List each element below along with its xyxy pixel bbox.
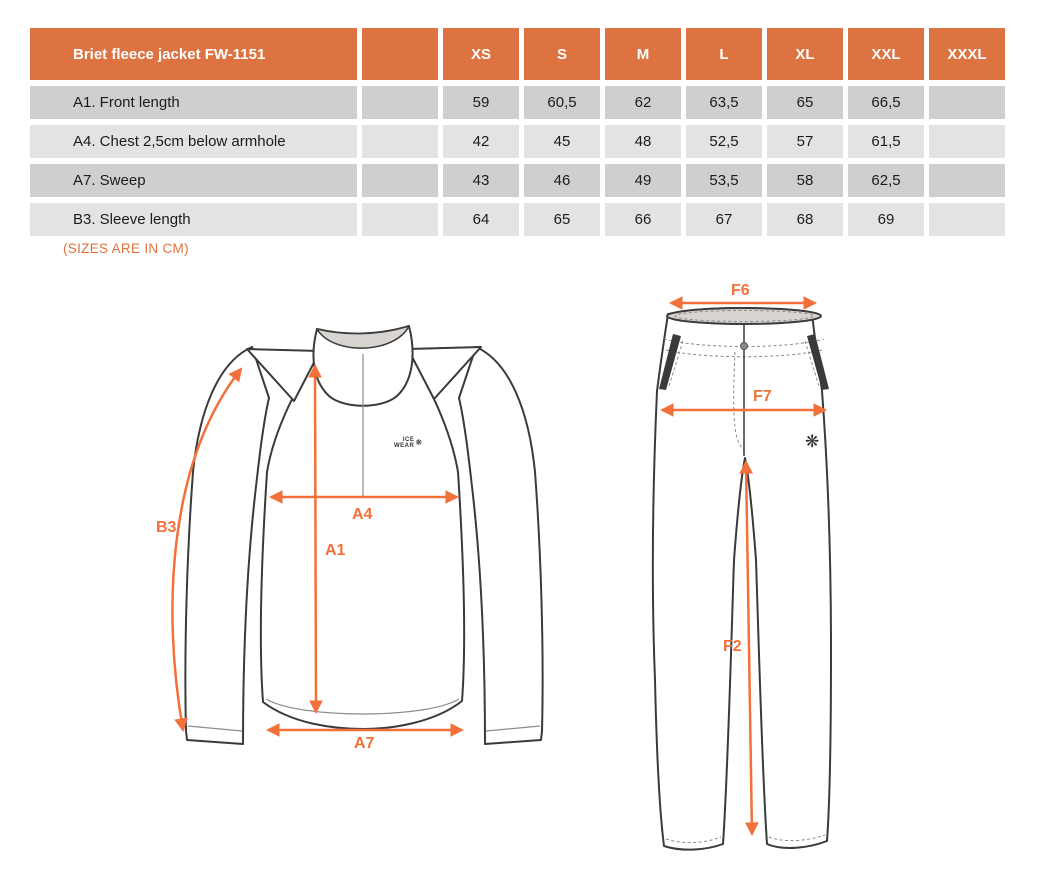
table-title: Briet fleece jacket FW-1151 [30, 28, 357, 80]
b3-label: B3 [156, 519, 177, 536]
cell: 63,5 [686, 86, 762, 119]
jacket-diagram [150, 295, 590, 770]
snowflake-icon: ❋ [805, 432, 820, 451]
cell: 45 [524, 125, 600, 158]
cell: 49 [605, 164, 681, 197]
table-header-row [30, 28, 1005, 80]
cell: 53,5 [686, 164, 762, 197]
cell: 46 [524, 164, 600, 197]
table-row-front-length [30, 86, 1005, 119]
row-label: A7. Sweep [30, 164, 357, 197]
spacer-cell [362, 203, 438, 236]
cell: 62,5 [848, 164, 924, 197]
cell: 69 [848, 203, 924, 236]
cell [929, 203, 1005, 236]
cell: 57 [767, 125, 843, 158]
a7-label: A7 [354, 735, 375, 752]
icewear-logo-line1: ICE [402, 437, 415, 443]
size-header-xxxl: XXXL [929, 28, 1005, 80]
spacer-cell [362, 125, 438, 158]
cell: 52,5 [686, 125, 762, 158]
row-label: A1. Front length [30, 86, 357, 119]
icewear-logo [394, 437, 422, 449]
cell: 64 [443, 203, 519, 236]
cell: 58 [767, 164, 843, 197]
cell: 66,5 [848, 86, 924, 119]
cell [929, 125, 1005, 158]
spacer-cell [362, 86, 438, 119]
size-table [25, 22, 1010, 242]
snowflake-icon: ❋ [415, 438, 423, 447]
f2-label: F2 [723, 638, 742, 655]
cell: 62 [605, 86, 681, 119]
pants-outline [653, 308, 831, 850]
jacket-right-sleeve [459, 347, 543, 744]
size-header-xs: XS [443, 28, 519, 80]
cell: 48 [605, 125, 681, 158]
cell: 66 [605, 203, 681, 236]
cell [929, 164, 1005, 197]
row-label: B3. Sleeve length [30, 203, 357, 236]
table-row-chest [30, 125, 1005, 158]
size-header-m: M [605, 28, 681, 80]
spacer-cell [362, 164, 438, 197]
row-label: A4. Chest 2,5cm below armhole [30, 125, 357, 158]
sizes-in-cm-note: (SIZES ARE IN CM) [63, 241, 189, 256]
cell: 43 [443, 164, 519, 197]
f2-measure-arrow [746, 462, 752, 834]
cell: 68 [767, 203, 843, 236]
f6-label: F6 [731, 282, 750, 299]
size-header-xxl: XXL [848, 28, 924, 80]
cell: 59 [443, 86, 519, 119]
a4-label: A4 [352, 506, 373, 523]
pants-diagram [615, 275, 1040, 875]
size-header-xl: XL [767, 28, 843, 80]
cell: 65 [767, 86, 843, 119]
cell: 60,5 [524, 86, 600, 119]
table-row-sleeve-length [30, 203, 1005, 236]
size-header-s: S [524, 28, 600, 80]
a1-measure-arrow [315, 366, 316, 712]
waist-button [741, 343, 748, 350]
cell: 42 [443, 125, 519, 158]
header-spacer-cell [362, 28, 438, 80]
table-row-sweep [30, 164, 1005, 197]
f7-label: F7 [753, 388, 772, 405]
cell: 67 [686, 203, 762, 236]
jacket-left-sleeve [185, 347, 269, 744]
size-header-l: L [686, 28, 762, 80]
a1-label: A1 [325, 542, 346, 559]
cell: 65 [524, 203, 600, 236]
cell [929, 86, 1005, 119]
icewear-logo-line2: WEAR [394, 443, 415, 449]
cell: 61,5 [848, 125, 924, 158]
